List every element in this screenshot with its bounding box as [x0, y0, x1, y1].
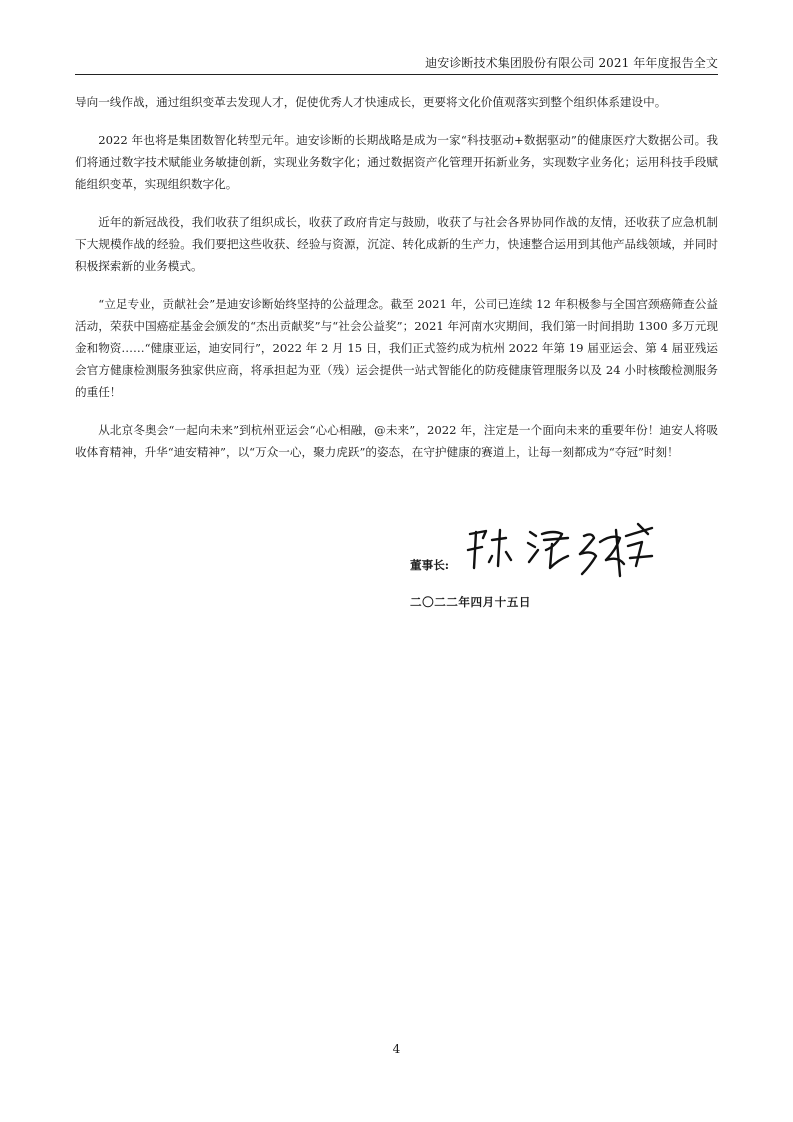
chairman-label: 董事长: [410, 558, 450, 572]
paragraph-covid-battle: 近年的新冠战役，我们收获了组织成长，收获了政府肯定与鼓励，收获了与社会各界协同作战的友情，还收获了应急机制下大规模作战的经验。我们要把这些收获、经验与资源，沉淀、转化成新的生产力，快速整合运用到其他产品线领域，并同时积极探索新的业务模式。 [75, 215, 718, 273]
paragraph-public-welfare: “立足专业，贡献社会”是迪安诊断始终坚持的公益理念。截至 2021 年，公司已连续 12 年积极参与全国宫颈癌筛查公益活动，荣获中国癌症基金会颁发的“杰出贡献奖”与“社会公益奖”；2021 年河南水灾期间，我们第一时间捐助 1300 多万元现金和物资……“健康亚运，迪安同行”，2022 年 2 月 15 日，我们正式签约成为杭州 2022 年第 19 届亚运会、第 4 届亚残运会官方健康检测服务独家供应商，将承担起为亚（残）运会提供一站式智能化的防疫健康管理服务以及 24 小时核酸检测服务的重任！ [75, 297, 718, 399]
page-header: 迪安诊断技术集团股份有限公司 2021 年年度报告全文 [425, 56, 718, 70]
paragraph-future-outlook: 从北京冬奥会“一起向未来”到杭州亚运会“心心相融，@未来”，2022 年，注定是一个面向未来的重要年份！迪安人将吸收体育精神，升华“迪安精神”，以“万众一心，聚力虎跃”的姿态，在守护健康的赛道上，让每一刻都成为“夺冠”时刻！ [75, 423, 718, 459]
signature-date: 二〇二二年四月十五日 [410, 595, 531, 609]
paragraph-digital-transformation: 2022 年也将是集团数智化转型元年。迪安诊断的长期战略是成为一家“科技驱动+数据驱动”的健康医疗大数据公司。我们将通过数字技术赋能业务敏捷创新，实现业务数字化；通过数据资产化管理开拓新业务，实现数字业务化；运用科技手段赋能组织变革，实现组织数字化。 [75, 133, 718, 191]
report-body [75, 91, 718, 479]
paragraph-org-change: 导向一线作战，通过组织变革去发现人才，促使优秀人才快速成长，更要将文化价值观落实到整个组织体系建设中。 [75, 95, 667, 109]
header-divider [75, 74, 718, 75]
page-number: 4 [392, 1042, 401, 1056]
chairman-signature [456, 516, 668, 582]
